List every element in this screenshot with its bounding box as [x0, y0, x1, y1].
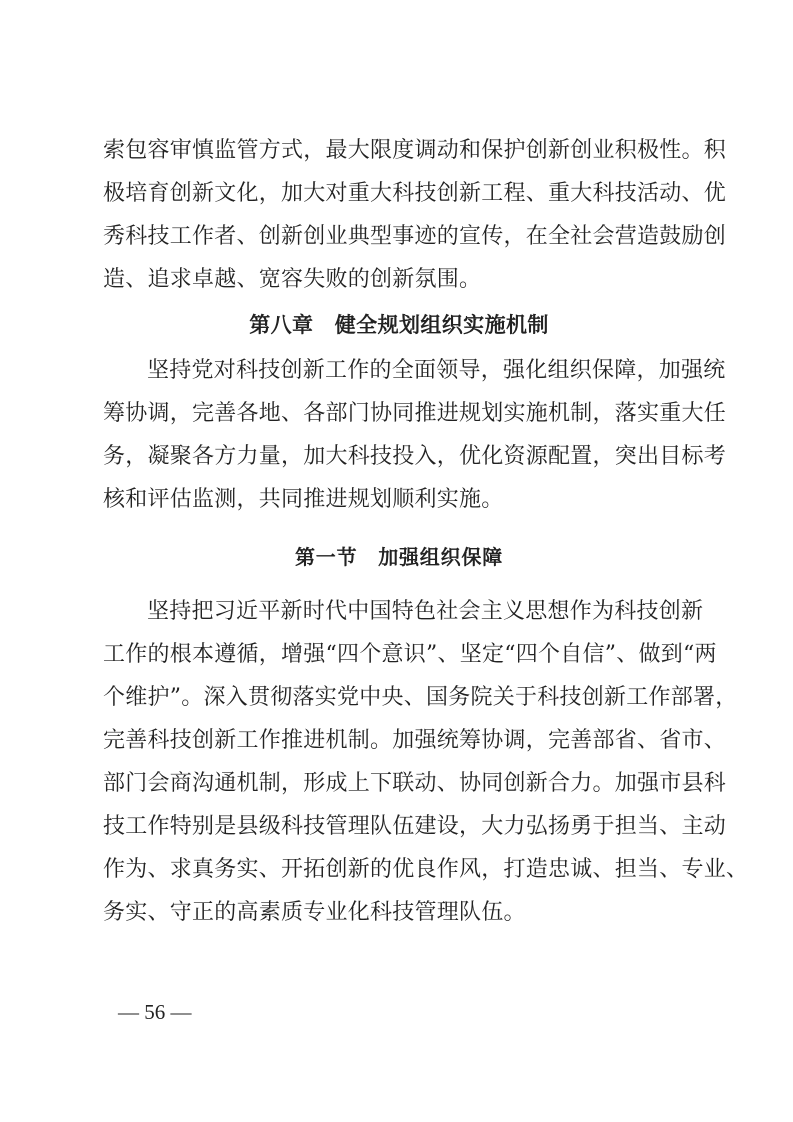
section-paragraph-line-4: 完善科技创新工作推进机制。加强统筹协调，完善部省、省市、 — [103, 728, 727, 753]
page-number: — 56 — — [118, 1000, 192, 1024]
section-paragraph-line-8: 务实、守正的高素质专业化科技管理队伍。 — [103, 900, 526, 925]
paragraph-continuation-line-2: 极培育创新文化，加大对重大科技创新工程、重大科技活动、优 — [103, 181, 727, 206]
section-paragraph-line-2: 工作的根本遵循，增强“四个意识”、坚定“四个自信”、做到“两 — [103, 642, 717, 667]
chapter-paragraph-line-2: 筹协调，完善各地、各部门协同推进规划实施机制，落实重大任 — [103, 401, 727, 426]
section-paragraph-line-5: 部门会商沟通机制，形成上下联动、协同创新合力。加强市县科 — [103, 771, 727, 796]
section-paragraph-line-1: 坚持把习近平新时代中国特色社会主义思想作为科技创新 — [147, 599, 704, 624]
chapter-heading: 第八章 健全规划组织实施机制 — [249, 313, 549, 337]
section-paragraph-line-3: 个维护”。深入贯彻落实党中央、国务院关于科技创新工作部署， — [103, 685, 738, 710]
section-paragraph-line-7: 作为、求真务实、开拓创新的优良作风，打造忠诚、担当、专业、 — [103, 857, 749, 882]
paragraph-continuation-line-3: 秀科技工作者、创新创业典型事迹的宣传，在全社会营造鼓励创 — [103, 224, 727, 249]
paragraph-continuation-line-1: 索包容审慎监管方式，最大限度调动和保护创新创业积极性。积 — [103, 138, 727, 163]
paragraph-continuation-line-4: 造、追求卓越、宽容失败的创新氛围。 — [103, 267, 482, 292]
section-paragraph-line-6: 技工作特别是县级科技管理队伍建设，大力弘扬勇于担当、主动 — [103, 814, 727, 839]
chapter-paragraph-line-4: 核和评估监测，共同推进规划顺利实施。 — [103, 487, 504, 512]
section-heading: 第一节 加强组织保障 — [295, 545, 503, 569]
chapter-paragraph-line-3: 务，凝聚各方力量，加大科技投入，优化资源配置，突出目标考 — [103, 444, 727, 469]
chapter-paragraph-line-1: 坚持党对科技创新工作的全面领导，强化组织保障，加强统 — [147, 358, 726, 383]
